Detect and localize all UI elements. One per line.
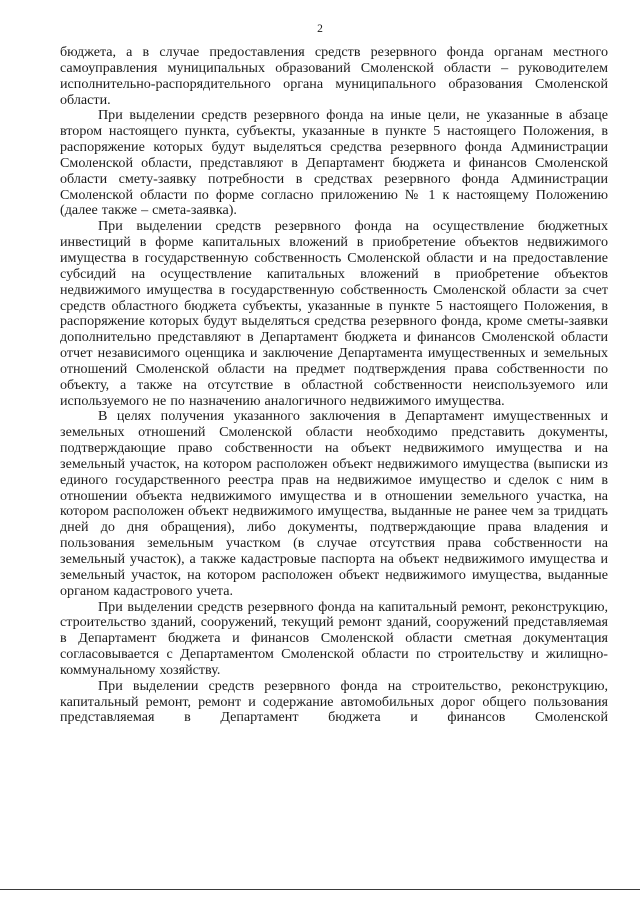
paragraph-capital-investments: При выделении средств резервного фонда на осуществление бюджетных инвестиций в форме капитальных вложений в приобретение объектов недвижимого имущества в государственную собственность Смоленской области и на предоставление субсидий на осуществление капитальных вложений в приобретение объектов недвижимого имущества в государственную собственность Смоленской области за счет средств областного бюджета субъекты, указанные в пункте 5 настоящего Положения, в распоряжение которых будут выделяться средства резервного фонда, кроме сметы-заявки дополнительно представляют в Департамент бюджета и финансов Смоленской области отчет независимого оценщика и заключение Департамента имущественных и земельных отношений Смоленской области на предмет подтверждения права собственности по объекту, а также на отсутствие в областной собственности неиспользуемого или используемого не по назначению аналогичного недвижимого имущества.: [60, 218, 608, 409]
document-body: [60, 45, 608, 726]
paragraph-continuation: бюджета, а в случае предоставления средств резервного фонда органам местного самоуправления муниципальных образований Смоленской области – руководителем исполнительно-распорядительного органа муниципального образования Смоленской области.: [60, 44, 608, 108]
paragraph-capital-repair: При выделении средств резервного фонда на капитальный ремонт, реконструкцию, строительство зданий, сооружений, текущий ремонт зданий, сооружений представляемая в Департамент бюджета и финансов Смоленской области сметная документация согласовывается с Департаментом Смоленской области по строительству и жилищно-коммунальному хозяйству.: [60, 598, 608, 678]
paragraph-roads: При выделении средств резервного фонда на строительство, реконструкцию, капитальный ремонт, ремонт и содержание автомобильных дорог общего пользования представляемая в Департамент бюджета и финансов Смоленской: [60, 677, 608, 726]
paragraph-required-documents: В целях получения указанного заключения в Департамент имущественных и земельных отношений Смоленской области необходимо представить документы, подтверждающие право собственности на объект недвижимого имущества и на земельный участок, на котором расположен объект недвижимого имущества (выписки из единого государственного реестра прав на недвижимое имущество и сделок с ним в отношении объекта недвижимого имущества и в отношении земельного участка, на котором расположен объект недвижимого имущества, выданные не ранее чем за тридцать дней до дня обращения), либо документы, подтверждающие права владения и пользования земельным участком (в случае отсутствия права собственности на земельный участок), а также кадастровые паспорта на объект недвижимого имущества и земельный участок, на котором расположен объект недвижимого имущества, выданные органом кадастрового учета.: [60, 408, 608, 599]
scan-bottom-edge-line: [0, 889, 640, 890]
paragraph-other-purposes: При выделении средств резервного фонда на иные цели, не указанные в абзаце втором настоящего пункта, субъекты, указанные в пункте 5 настоящего Положения, в распоряжение которых будут выделяться средства резервного фонда Администрации Смоленской области, представляют в Департамент бюджета и финансов Смоленской области смету-заявку потребности в средствах резервного фонда Администрации Смоленской области по форме согласно приложению № 1 к настоящему Положению (далее также – смета-заявка).: [60, 107, 608, 219]
page-number: 2: [317, 23, 323, 35]
